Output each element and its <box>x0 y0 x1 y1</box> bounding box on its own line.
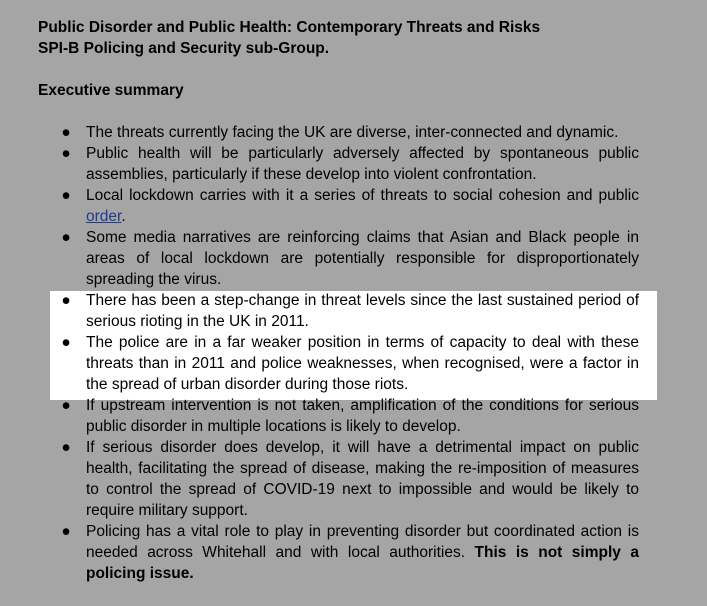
bullet-item-3 <box>38 185 648 227</box>
bullet-text: If serious disorder does develop, it will have a detrimental impact on public health, facilitating the spread of disease, making the re-imposition of measures to control the spread of COVID-19 next to impossible and would be likely to require military support. <box>86 439 639 519</box>
bullet-text: If upstream intervention is not taken, amplification of the conditions for serious public disorder in multiple locations is likely to develop. <box>86 397 639 435</box>
bullet-text-suffix: . <box>121 208 126 225</box>
section-heading-executive-summary: Executive summary <box>38 82 184 99</box>
order-link[interactable]: order <box>86 208 122 225</box>
bullet-icon: ● <box>61 145 71 162</box>
bullet-icon: ● <box>61 187 71 204</box>
bullet-icon: ● <box>61 229 71 246</box>
bullet-icon: ● <box>61 124 71 141</box>
bullet-item-5 <box>38 290 648 332</box>
bullet-text: Policing has a vital role to play in preventing disorder but coordinated action is needed across Whitehall and with local authorities. <box>86 523 639 561</box>
bullet-text: Some media narratives are reinforcing claims that Asian and Black people in areas of local lockdown are potentially responsible for disproportionately spreading the virus. <box>86 229 639 288</box>
bullet-item-1 <box>38 122 648 143</box>
bullet-text: Public health will be particularly adversely affected by spontaneous public assemblies, particularly if these develop into violent confrontation. <box>86 145 639 183</box>
bullet-icon: ● <box>61 397 71 414</box>
executive-summary-bullet-list <box>38 122 648 584</box>
bullet-text: Local lockdown carries with it a series of threats to social cohesion and public <box>86 187 639 204</box>
bullet-item-9 <box>38 521 648 584</box>
bullet-item-4 <box>38 227 648 290</box>
document-title-line-1: Public Disorder and Public Health: Contemporary Threats and Risks <box>38 19 541 36</box>
document-title-line-2: SPI-B Policing and Security sub-Group. <box>38 40 330 57</box>
bullet-item-8 <box>38 437 648 521</box>
bullet-icon: ● <box>61 292 71 309</box>
bullet-item-7 <box>38 395 648 437</box>
bullet-icon: ● <box>61 523 71 540</box>
document-body <box>38 17 648 584</box>
bullet-text: The police are in a far weaker position in terms of capacity to deal with these threats than in 2011 and police weaknesses, when recognised, were a factor in the spread of urban disorder during those riots. <box>86 334 639 393</box>
bullet-item-6 <box>38 332 648 395</box>
bullet-text: The threats currently facing the UK are diverse, inter-connected and dynamic. <box>86 124 619 141</box>
bullet-text: There has been a step-change in threat levels since the last sustained period of serious rioting in the UK in 2011. <box>86 292 639 330</box>
bullet-bold-conclusion: This is not simply a policing issue. <box>86 544 639 582</box>
bullet-icon: ● <box>61 334 71 351</box>
bullet-icon: ● <box>61 439 71 456</box>
bullet-item-2 <box>38 143 648 185</box>
